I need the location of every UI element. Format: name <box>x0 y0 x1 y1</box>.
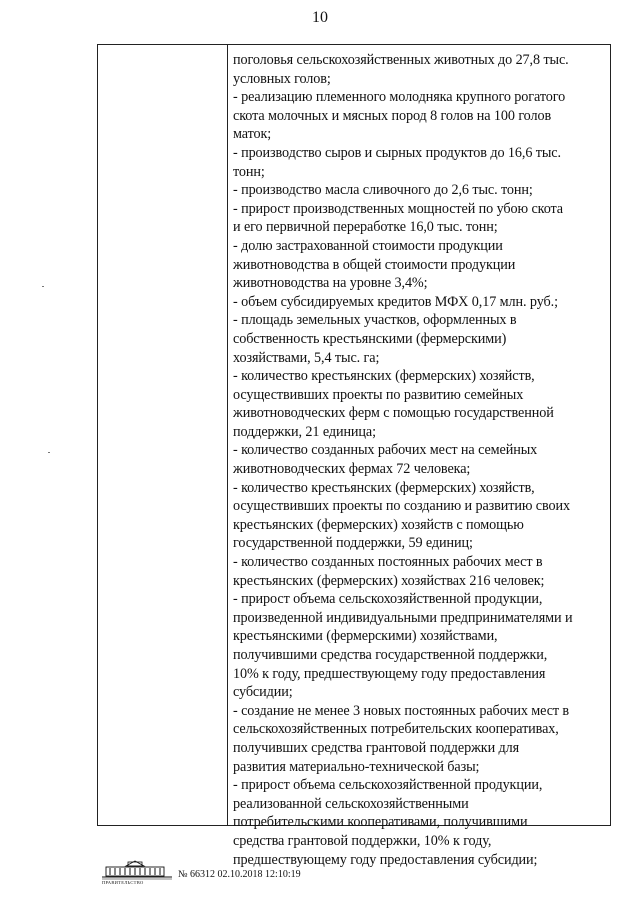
text-line: - количество крестьянских (фермерских) хозяйств, <box>233 368 535 385</box>
text-line: осуществивших проекты по развитию семейных <box>233 386 524 403</box>
text-line: сельскохозяйственных потребительских кооперативах, <box>233 721 559 738</box>
text-line: - объем субсидируемых кредитов МФХ 0,17 млн. руб.; <box>233 293 558 310</box>
text-line: условных голов; <box>233 70 331 87</box>
text-line: предшествующему году предоставления субсидии; <box>233 851 538 868</box>
text-line: тонн; <box>233 163 265 180</box>
text-line: - реализацию племенного молодняка крупного рогатого <box>233 89 566 106</box>
text-line: крестьянских (фермерских) хозяйствах 216 человек; <box>233 572 545 589</box>
text-line: реализованной сельскохозяйственными <box>233 795 469 812</box>
text-line: - количество созданных постоянных рабочих мест в <box>233 554 543 571</box>
text-line: крестьянских (фермерских) хозяйств с помощью <box>233 516 524 533</box>
text-line: поддержки, 21 единица; <box>233 423 376 440</box>
text-line: субсидии; <box>233 684 293 701</box>
page-number: 10 <box>312 9 328 26</box>
text-line: животноводческих ферм с помощью государственной <box>233 405 554 422</box>
text-line: произведенной индивидуальными предпринимателями и <box>233 609 573 626</box>
text-line: средства грантовой поддержки, 10% к году, <box>233 832 492 849</box>
text-line: животноводческих фермах 72 человека; <box>233 461 471 478</box>
text-line: - прирост производственных мощностей по убою скота <box>233 200 563 217</box>
text-line: развития материально-технической базы; <box>233 758 480 775</box>
text-line: - прирост объема сельскохозяйственной продукции, <box>233 591 543 608</box>
text-line: осуществивших проекты по созданию и развитию своих <box>233 498 570 515</box>
text-line: хозяйствами, 5,4 тыс. га; <box>233 349 380 366</box>
text-line: животноводства в общей стоимости продукции <box>233 256 516 273</box>
text-line: поголовья сельскохозяйственных животных до 27,8 тыс. <box>233 52 569 68</box>
text-line: получившими средства государственной поддержки, <box>233 647 548 663</box>
text-line: собственность крестьянскими (фермерскими) <box>233 330 507 347</box>
registration-number: № 66312 02.10.2018 12:10:19 <box>178 869 301 880</box>
text-line: - площадь земельных участков, оформленных в <box>233 312 517 329</box>
scan-speck <box>42 286 44 287</box>
text-line: государственной поддержки, 59 единиц; <box>233 535 473 552</box>
text-line: - создание не менее 3 новых постоянных рабочих мест в <box>233 702 570 719</box>
text-line: 10% к году, предшествующему году предоставления <box>233 665 546 682</box>
text-line: животноводства на уровне 3,4%; <box>233 275 428 292</box>
column-divider <box>227 45 228 825</box>
scan-speck <box>48 452 50 453</box>
text-line: - производство масла сливочного до 2,6 тыс. тонн; <box>233 182 533 199</box>
logo-caption: ПРАВИТЕЛЬСТВО <box>102 880 144 885</box>
text-line: получивших средства грантовой поддержки для <box>233 739 520 756</box>
text-line: маток; <box>233 126 272 143</box>
text-line: скота молочных и мясных пород 8 голов на 100 голов <box>233 107 552 124</box>
text-line: - количество крестьянских (фермерских) хозяйств, <box>233 479 535 496</box>
text-line: - производство сыров и сырных продуктов до 16,6 тыс. <box>233 144 561 161</box>
right-column-text <box>233 51 605 869</box>
text-line: и его первичной переработке 16,0 тыс. тонн; <box>233 219 498 236</box>
text-line: потребительскими кооперативами, получившими <box>233 814 528 831</box>
text-line: - долю застрахованной стоимости продукции <box>233 237 503 254</box>
document-table <box>97 44 611 868</box>
text-line: - количество созданных рабочих мест на семейных <box>233 442 538 459</box>
footer <box>100 860 360 890</box>
text-line: - прирост объема сельскохозяйственной продукции, <box>233 777 543 794</box>
text-line: крестьянскими (фермерскими) хозяйствами, <box>233 628 498 645</box>
